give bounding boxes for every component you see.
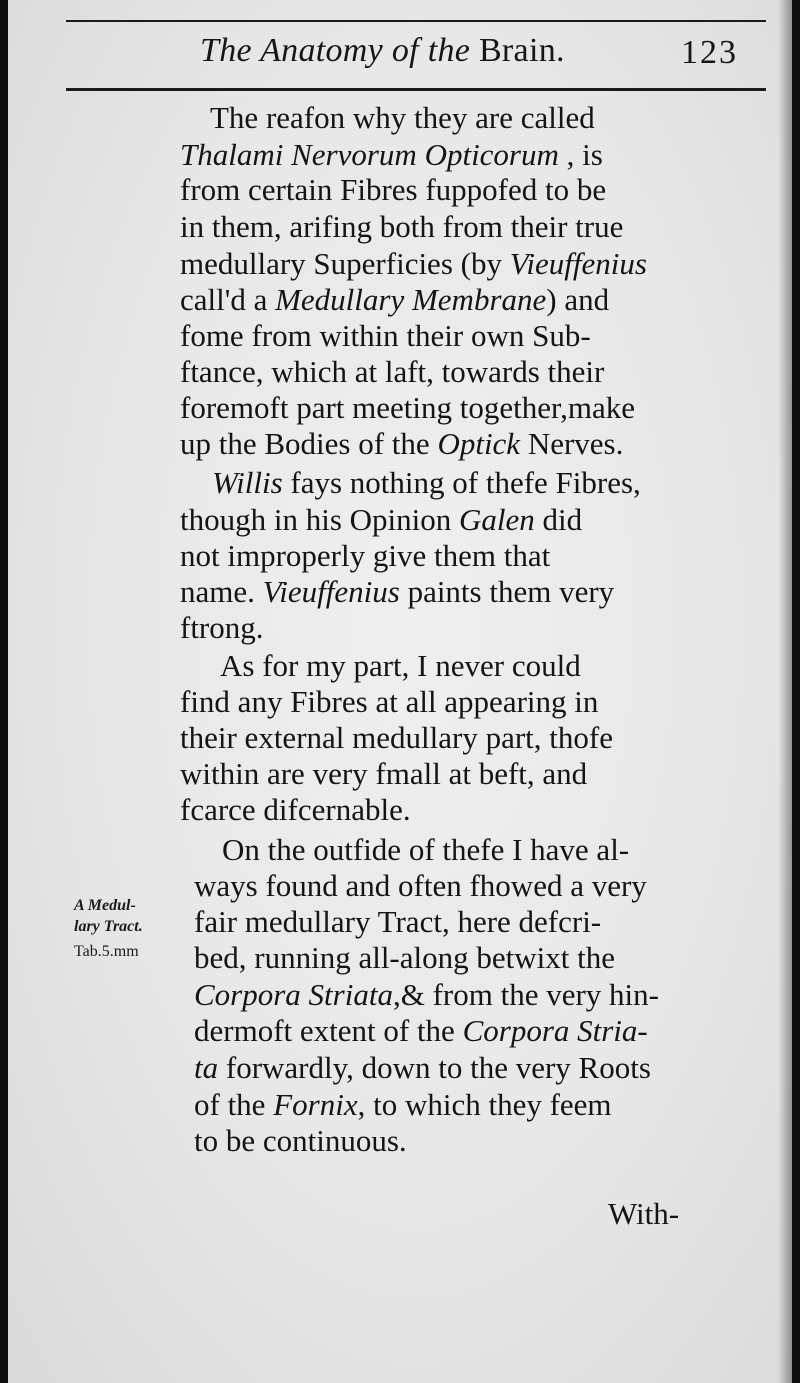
text-line: [180, 172, 606, 208]
text-run: medullary Superficies (by: [180, 246, 510, 281]
text-line: [180, 792, 411, 828]
text-line: [194, 1013, 648, 1049]
title-word-brain: Brain.: [470, 32, 565, 69]
margin-note-line: [74, 918, 143, 936]
text-run: fays nothing of thefe Fibres,: [282, 465, 641, 500]
italic-run: Fornix: [273, 1087, 358, 1122]
text-run: forwardly, down to the very Roots: [218, 1050, 651, 1085]
title-word-the-2: the: [427, 32, 471, 69]
text-line: [180, 720, 613, 756]
text-run: foremoft part meeting together,make: [180, 390, 635, 425]
book-page: [8, 0, 792, 1383]
text-run: fome from within their own Sub-: [180, 318, 591, 353]
text-line: [180, 574, 614, 610]
text-run: ,& from the very hin-: [392, 977, 659, 1012]
text-line: [194, 904, 601, 940]
text-run: ways found and often fhowed a very: [194, 868, 647, 903]
margin-note-line: [74, 943, 139, 961]
text-line: [608, 1196, 679, 1232]
text-line: [180, 246, 647, 282]
text-run: The reafon why they are called: [210, 100, 595, 135]
text-line: [220, 648, 581, 684]
text-run: their external medullary part, thofe: [180, 720, 613, 755]
italic-run: Corpora Striata: [194, 977, 393, 1012]
text-line: [180, 538, 550, 574]
page-edge-shadow: [778, 0, 792, 1383]
text-run: to be continuous.: [194, 1123, 407, 1158]
text-run: dermoft extent of the: [194, 1013, 463, 1048]
text-run: With-: [608, 1196, 680, 1231]
text-run: find any Fibres at all appearing in: [180, 684, 599, 719]
text-line: [194, 1050, 651, 1086]
text-line: [212, 465, 641, 501]
text-run: paints them very: [399, 574, 615, 609]
text-run: fair medullary Tract, here defcri-: [194, 904, 602, 939]
text-run: call'd a: [180, 282, 276, 317]
text-line: [180, 610, 264, 646]
text-line: [180, 282, 609, 318]
text-run: did: [534, 502, 583, 537]
text-line: [194, 1123, 407, 1159]
text-run: bed, running all-along betwixt the: [194, 940, 615, 975]
text-line: [180, 426, 623, 462]
text-run: not improperly give them that: [180, 538, 551, 573]
text-run: ) and: [546, 282, 610, 317]
text-line: [180, 684, 598, 720]
text-line: [222, 832, 629, 868]
text-run: On the outfide of thefe I have al-: [222, 832, 630, 867]
italic-run: Vieuffenius: [509, 246, 647, 281]
text-line: [194, 940, 615, 976]
text-run: ftrong.: [180, 610, 264, 645]
text-run: Nerves.: [520, 426, 624, 461]
text-line: [180, 318, 591, 354]
italic-run: Vieuffenius: [262, 574, 400, 609]
text-line: [194, 1087, 612, 1123]
italic-run: Corpora Stria-: [462, 1013, 648, 1048]
text-line: [210, 100, 595, 136]
title-word-anatomy: Anatomy: [260, 32, 384, 69]
title-word-of: of: [383, 32, 428, 69]
header-bottom-rule: [66, 88, 766, 91]
italic-run: Medullary Membrane: [275, 282, 547, 317]
text-line: [180, 137, 603, 173]
text-line: [180, 502, 582, 538]
header-top-rule: [66, 20, 766, 22]
title-word-the: The: [200, 32, 261, 69]
text-run: within are very fmall at beft, and: [180, 756, 588, 791]
text-run: up the Bodies of the: [180, 426, 438, 461]
italic-run: lary Tract.: [74, 918, 143, 935]
page-number: 123: [681, 34, 738, 71]
text-line: [194, 977, 659, 1013]
text-line: [180, 209, 623, 245]
text-run: from certain Fibres fuppofed to be: [180, 172, 607, 207]
text-run: though in his Opinion: [180, 502, 460, 537]
text-line: [180, 756, 587, 792]
italic-run: A Medul-: [74, 897, 136, 914]
text-run: name.: [180, 574, 263, 609]
text-run: , is: [558, 137, 603, 172]
text-line: [180, 354, 604, 390]
text-run: Tab.5.mm: [74, 943, 139, 960]
italic-run: Galen: [459, 502, 535, 537]
italic-run: Optick: [437, 426, 521, 461]
text-run: fcarce difcernable.: [180, 792, 411, 827]
text-run: ftance, which at laft, towards their: [180, 354, 605, 389]
italic-run: ta: [194, 1050, 219, 1085]
text-line: [194, 868, 647, 904]
running-title: [200, 32, 565, 70]
italic-run: Thalami Nervorum Opticorum: [180, 137, 559, 172]
text-run: , to which they feem: [357, 1087, 612, 1122]
text-run: of the: [194, 1087, 274, 1122]
text-line: [180, 390, 635, 426]
text-run: in them, arifing both from their true: [180, 209, 624, 244]
text-run: As for my part, I never could: [220, 648, 581, 683]
italic-run: Willis: [212, 465, 283, 500]
margin-note-line: [74, 897, 136, 915]
